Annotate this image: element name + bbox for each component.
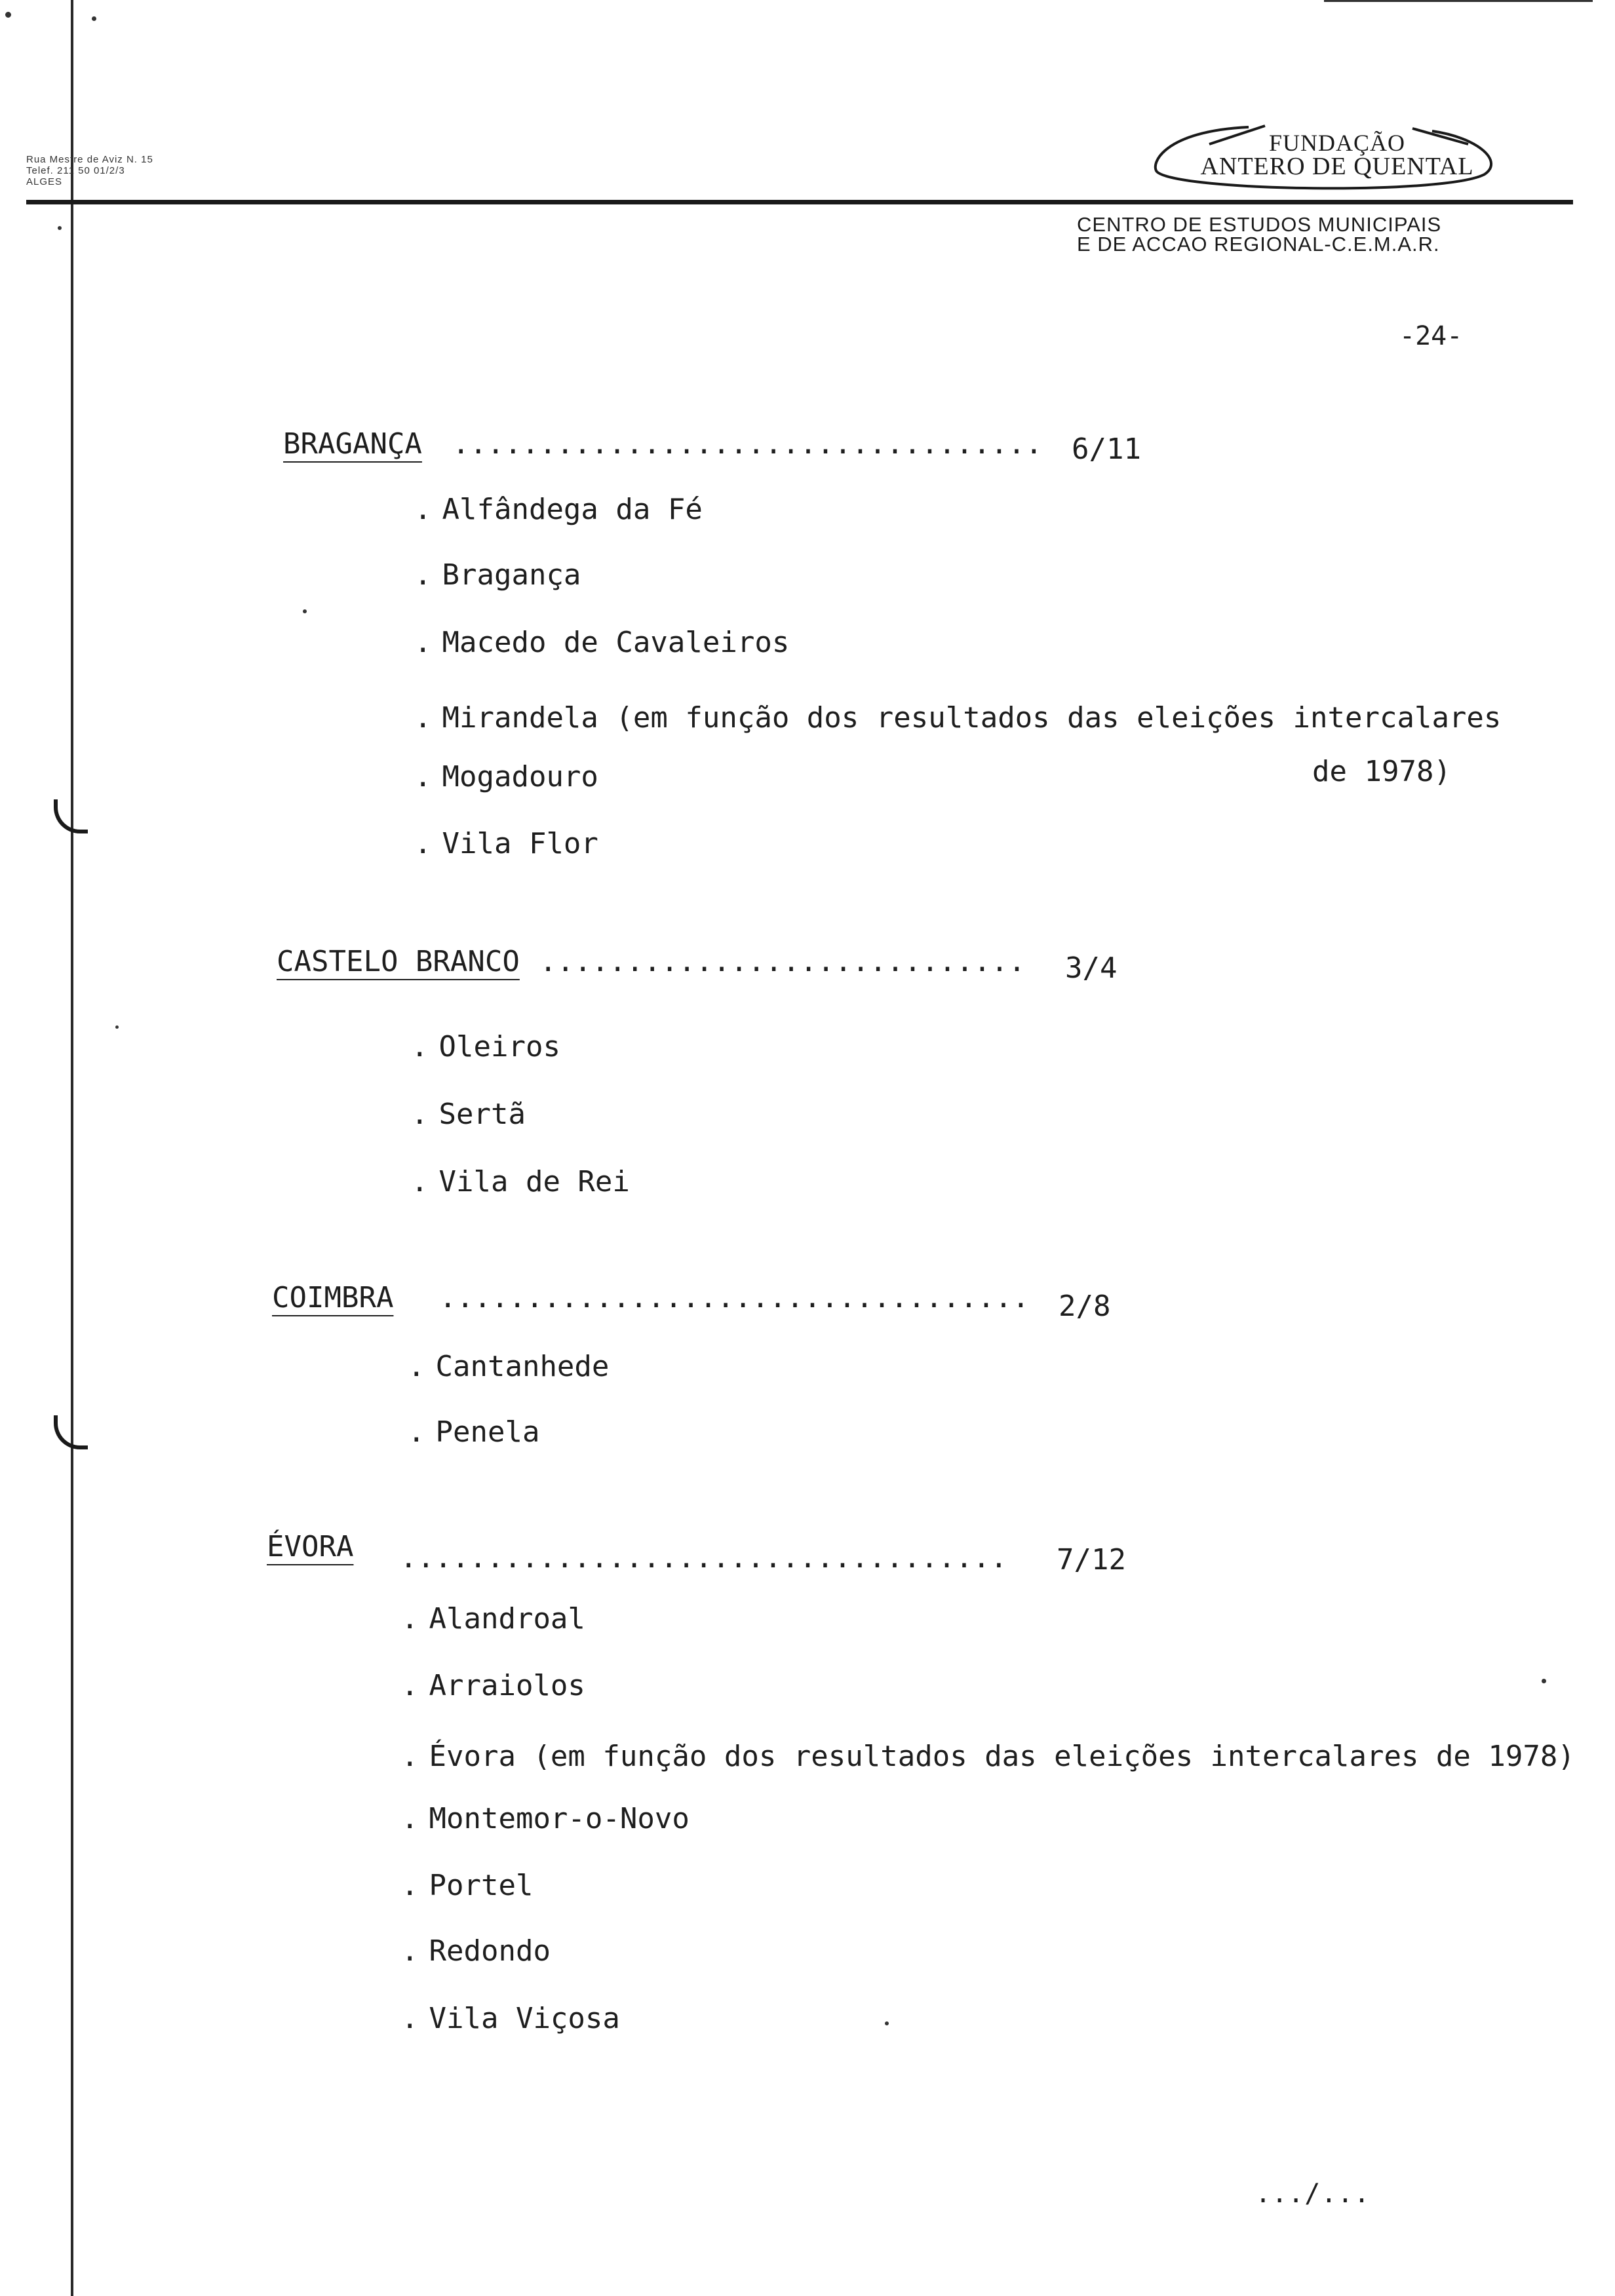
address-block: [26, 154, 153, 187]
list-item: . Portel: [401, 1869, 534, 1902]
district-name: COIMBRA: [272, 1281, 394, 1314]
list-item: . Montemor-o-Novo: [401, 1802, 690, 1835]
list-item: . Évora (em função dos resultados das eleições intercalares de 1978): [401, 1740, 1575, 1773]
binder-clip-mark: [54, 799, 88, 833]
district-heading: [277, 945, 520, 978]
leader-dots: ...................................: [400, 1541, 1008, 1575]
top-rule: [1324, 0, 1593, 2]
list-item: . Alfândega da Fé: [414, 493, 703, 526]
district-name: CASTELO BRANCO: [277, 945, 520, 978]
speck: [115, 1025, 119, 1029]
district-heading: [272, 1281, 393, 1314]
speck: [5, 12, 11, 18]
research-centre-name: [1077, 215, 1441, 254]
speck: [1542, 1679, 1546, 1683]
page-number: -24-: [1399, 321, 1463, 351]
list-item: . Penela: [408, 1415, 540, 1449]
district-heading: [283, 427, 422, 461]
left-margin-line: [71, 0, 73, 2296]
district-name: BRAGANÇA: [283, 427, 422, 461]
list-item: . Bragança: [414, 558, 581, 592]
list-item: . Mogadouro: [414, 760, 598, 794]
district-count: 2/8: [1059, 1290, 1111, 1323]
leader-dots: ............................: [539, 945, 1026, 978]
page-continuation-mark: .../...: [1255, 2179, 1371, 2209]
district-heading: [267, 1530, 353, 1563]
list-item: . Redondo: [401, 1934, 551, 1968]
research-centre-line-2: E DE ACCAO REGIONAL-C.E.M.A.R.: [1077, 233, 1440, 256]
list-item: . Arraiolos: [401, 1669, 585, 1702]
list-item: . Mirandela (em função dos resultados das eleições intercalares: [414, 701, 1502, 735]
list-item: . Macedo de Cavaleiros: [414, 626, 790, 659]
speck: [885, 2021, 889, 2025]
logo-line-1: FUNDAÇÃO: [1268, 130, 1406, 156]
header-rule: [26, 200, 1573, 204]
list-item-continuation: de 1978): [1312, 755, 1451, 788]
district-count: 3/4: [1065, 951, 1118, 985]
speck: [58, 226, 62, 230]
list-item: . Vila de Rei: [411, 1165, 630, 1198]
list-item: . Oleiros: [411, 1030, 560, 1063]
address-line: ALGES: [26, 176, 63, 187]
list-item: . Cantanhede: [408, 1350, 610, 1383]
list-item: . Vila Flor: [414, 827, 598, 860]
district-name: ÉVORA: [267, 1530, 354, 1563]
speck: [92, 16, 96, 21]
leader-dots: ..................................: [452, 427, 1043, 461]
address-line: Telef. 211 50 01/2/3: [26, 165, 125, 176]
leader-dots: ..................................: [439, 1281, 1030, 1314]
foundation-logo: [1137, 118, 1504, 197]
address-line: Rua Mestre de Aviz N. 15: [26, 154, 153, 165]
list-item: . Alandroal: [401, 1602, 585, 1636]
speck: [303, 609, 307, 613]
list-item: . Sertã: [411, 1098, 526, 1131]
district-count: 7/12: [1057, 1543, 1126, 1577]
research-centre-line-1: CENTRO DE ESTUDOS MUNICIPAIS: [1077, 213, 1442, 236]
logo-line-2: ANTERO DE QUENTAL: [1200, 153, 1474, 180]
district-count: 6/11: [1072, 432, 1141, 466]
list-item: . Vila Viçosa: [401, 2002, 620, 2035]
binder-clip-mark: [54, 1415, 88, 1449]
